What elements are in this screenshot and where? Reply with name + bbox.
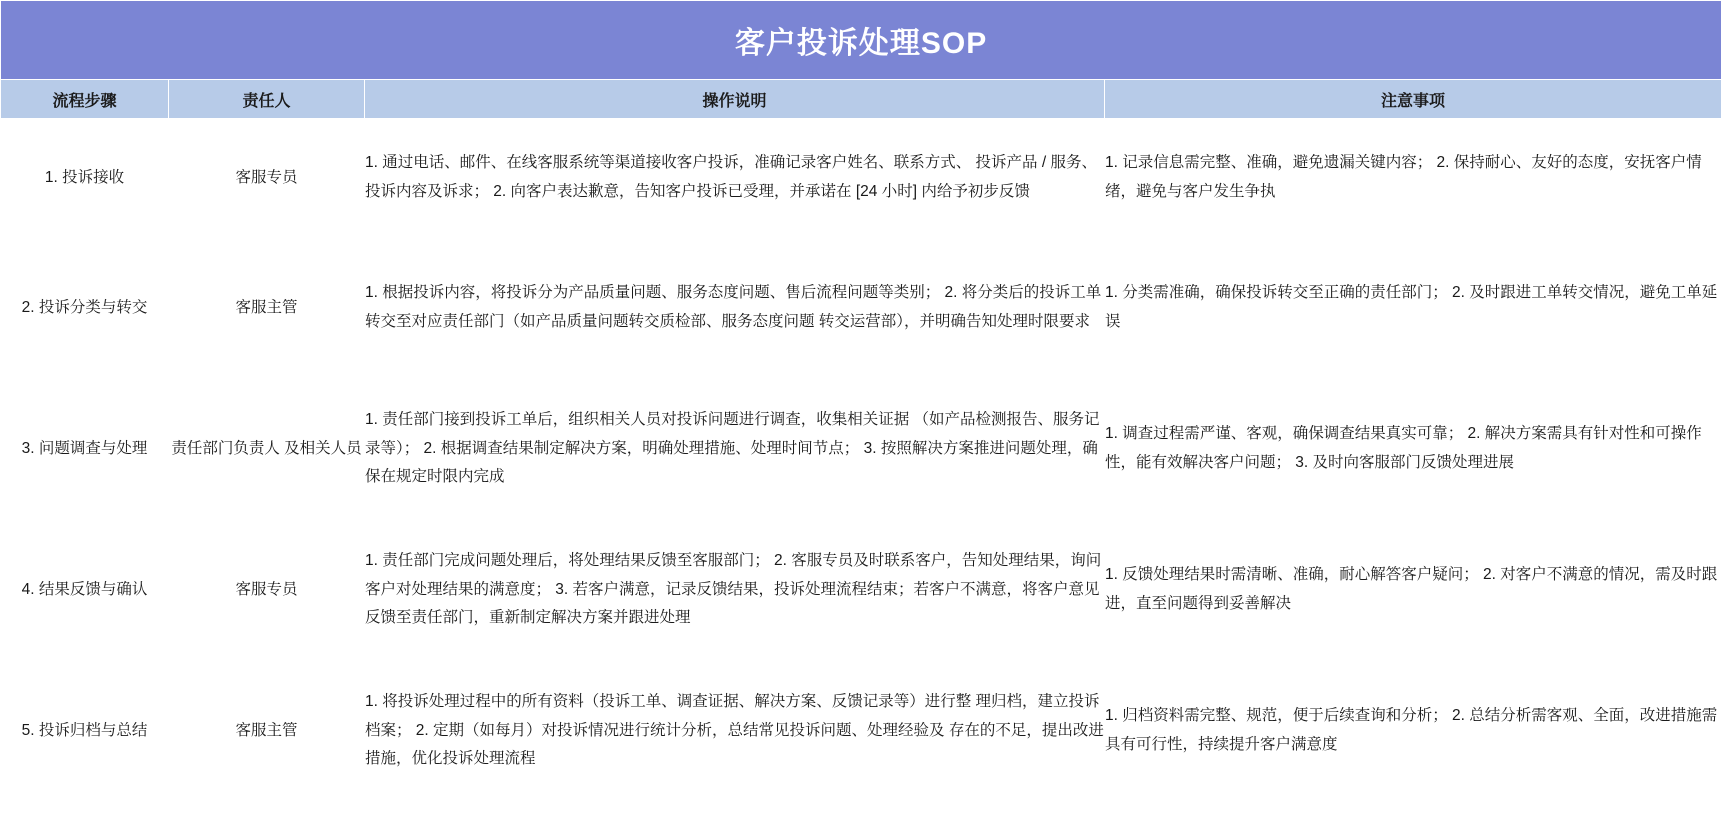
column-header-notes: 注意事项 [1105,80,1721,119]
row-notes: 1. 归档资料需完整、规范，便于后续查询和分析； 2. 总结分析需客观、全面，改进措施需具有可行性，持续提升客户满意度 [1105,661,1721,802]
table-row [1,520,1721,661]
row-notes: 1. 记录信息需完整、准确，避免遗漏关键内容； 2. 保持耐心、友好的态度，安抚客户情绪，避免与客户发生争执 [1105,119,1721,238]
title-row [1,1,1721,80]
row-owner: 客服专员 [169,119,365,238]
row-owner: 客服主管 [169,238,365,379]
row-description: 1. 责任部门完成问题处理后，将处理结果反馈至客服部门； 2. 客服专员及时联系客户，告知处理结果，询问客户对处理结果的满意度； 3. 若客户满意，记录反馈结果，投诉处理流程结束；若客户不满意，将客户意见 反馈至责任部门，重新制定解决方案并跟进处理 [365,520,1105,661]
row-notes: 1. 反馈处理结果时需清晰、准确，耐心解答客户疑问； 2. 对客户不满意的情况，需及时跟进，直至问题得到妥善解决 [1105,520,1721,661]
row-description: 1. 根据投诉内容，将投诉分为产品质量问题、服务态度问题、售后流程问题等类别； 2. 将分类后的投诉工单转交至对应责任部门（如产品质量问题转交质检部、服务态度问题 转交运营部），并明确告知处理时限要求 [365,238,1105,379]
row-owner: 客服主管 [169,661,365,802]
row-description: 1. 责任部门接到投诉工单后，组织相关人员对投诉问题进行调查，收集相关证据 （如产品检测报告、服务记录等）； 2. 根据调查结果制定解决方案，明确处理措施、处理时间节点； 3. 按照解决方案推进问题处理，确保在规定时限内完成 [365,379,1105,520]
row-step: 2. 投诉分类与转交 [1,238,169,379]
row-notes: 1. 调查过程需严谨、客观，确保调查结果真实可靠； 2. 解决方案需具有针对性和可操作性，能有效解决客户问题； 3. 及时向客服部门反馈处理进展 [1105,379,1721,520]
table-row [1,661,1721,802]
table-row [1,238,1721,379]
row-description: 1. 通过电话、邮件、在线客服系统等渠道接收客户投诉，准确记录客户姓名、联系方式、 投诉产品 / 服务、投诉内容及诉求； 2. 向客户表达歉意，告知客户投诉已受理，并承诺在 [24 小时] 内给予初步反馈 [365,119,1105,238]
row-notes: 1. 分类需准确，确保投诉转交至正确的责任部门； 2. 及时跟进工单转交情况，避免工单延误 [1105,238,1721,379]
row-owner: 客服专员 [169,520,365,661]
column-header-step: 流程步骤 [1,80,169,119]
header-row [1,80,1721,119]
document-title: 客户投诉处理SOP [1,1,1721,80]
column-header-owner: 责任人 [169,80,365,119]
table-row [1,379,1721,520]
row-description: 1. 将投诉处理过程中的所有资料（投诉工单、调查证据、解决方案、反馈记录等）进行整 理归档，建立投诉档案； 2. 定期（如每月）对投诉情况进行统计分析，总结常见投诉问题、处理经验及 存在的不足，提出改进措施，优化投诉处理流程 [365,661,1105,802]
table-row [1,119,1721,238]
row-step: 5. 投诉归档与总结 [1,661,169,802]
column-header-description: 操作说明 [365,80,1105,119]
row-owner: 责任部门负责人 及相关人员 [169,379,365,520]
row-step: 3. 问题调查与处理 [1,379,169,520]
row-step: 1. 投诉接收 [1,119,169,238]
row-step: 4. 结果反馈与确认 [1,520,169,661]
